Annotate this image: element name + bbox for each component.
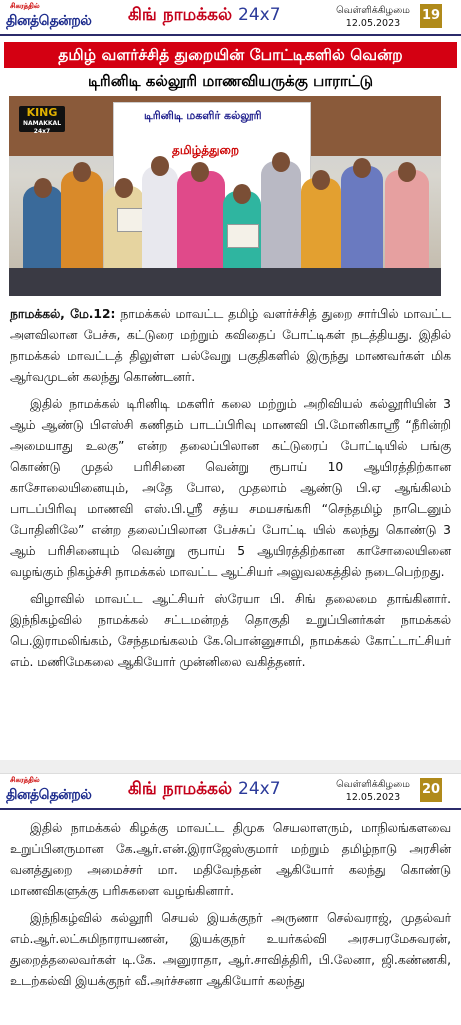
issue-date: 12.05.2023 [345, 792, 401, 803]
page-number-badge: 20 [420, 778, 442, 802]
banner-college-name: டிரினிடி மகளிர் கல்லூரி [144, 109, 262, 122]
certificate [227, 224, 259, 248]
issue-date-block [330, 4, 416, 30]
issue-date: 12.05.2023 [345, 18, 401, 29]
masthead-tagline: சிகரத்தில் [10, 2, 40, 10]
tv-logo-subtext: NAMAKKAL 24x7 [22, 120, 62, 135]
article-paragraph [10, 908, 451, 992]
paragraph-text: நாமக்கல் மாவட்ட தமிழ் வளர்ச்சித் துறை சார்பில் மாவட்ட அளவிலான பேச்சு, கட்டுரை மற்றும் கவிதைப் போட்டிகள் நடத்தியது. இதில் நாமக்கல் மாவட்டத் திலுள்ள பல்வேறு பகுதிகளில் இருந்து மாணவர்கள் மிக ஆர்வமுடன் கலந்து கொண்டனர். [10, 307, 451, 384]
news-photo [9, 96, 441, 296]
article-paragraph [10, 818, 451, 902]
issue-date-block [330, 778, 416, 804]
headline: தமிழ் வளர்ச்சித் துறையின் போட்டிகளில் வென்ற [4, 42, 457, 68]
paragraph-text: இந்நிகழ்வில் கல்லூரி செயல் இயக்குநர் அருணா செல்வராஜ், முதல்வர் எம்.ஆர்.லட்சுமிநாராயணன், இயக்குநர் உயர்கல்வி அரசபரமேசுவரன், துறைத்தலைவர்கள் டி.கே. அனுராதா, ஆர்.சாவித்திரி, பி.லேனா, ஜி.கண்ணகி, உடற்கல்வி இயக்குநர் வீ.அர்ச்சனா ஆகியோர் கலந்து [10, 911, 451, 988]
issue-weekday: வெள்ளிக்கிழமை [336, 779, 410, 790]
edition-title [128, 5, 281, 27]
masthead-tagline: சிகரத்தில் [10, 776, 40, 784]
person-head [151, 156, 169, 176]
person-head [398, 162, 416, 182]
edition-suffix: 24x7 [238, 5, 281, 25]
edition-name: கிங் நாமக்கல் [128, 5, 233, 25]
page-separator [0, 760, 461, 773]
masthead-logo [6, 2, 92, 32]
masthead-name: தினத்தென்றல் [6, 13, 92, 29]
subheadline: டிரினிடி கல்லூரி மாணவியருக்கு பாராட்டு [87, 72, 374, 90]
page-number-badge: 19 [420, 4, 442, 28]
edition-name: கிங் நாமக்கல் [128, 779, 233, 799]
person-head [353, 158, 371, 178]
edition-title [128, 779, 281, 801]
article-body [10, 304, 451, 673]
table-foreground [9, 268, 441, 296]
paragraph-text: விழாவில் மாவட்ட ஆட்சியர் ஸ்ரேயா பி. சிங் தலைமை தாங்கினார். இந்நிகழ்வில் நாமக்கல் சட்டமன்றத் தொகுதி உறுப்பினர்கள் நாமக்கல் பெ.இராமலிங்கம், சேந்தமங்கலம் கே.பொன்னுசாமி, நாமக்கல் கோட்டாட்சியர் எம். மணிமேகலை ஆகியோர் முன்னிலை வகித்தனர். [10, 592, 451, 669]
article-body [10, 818, 451, 992]
page-header [0, 0, 461, 36]
person-head [34, 178, 52, 198]
person-head [191, 162, 209, 182]
person-head [272, 152, 290, 172]
masthead-logo [6, 776, 92, 806]
article-paragraph [10, 304, 451, 388]
edition-suffix: 24x7 [238, 779, 281, 799]
dateline: நாமக்கல், மே.12: [10, 307, 116, 321]
person-head [73, 162, 91, 182]
banner-department: தமிழ்த்துறை [172, 143, 240, 157]
paragraph-text: இதில் நாமக்கல் கிழக்கு மாவட்ட திமுக செயலாளரும், மாநிலங்களவை உறுப்பினருமான கே.ஆர்.என்.இராஜேஸ்குமார் மற்றும் தமிழ்நாடு அரசின் வனத்துறை அமைச்சர் மா. மதிவேந்தன் ஆகியோர் கலந்து கொண்டு மாணவிகளுக்கு பரிசுகளை வழங்கினார். [10, 821, 451, 898]
person-head [312, 170, 330, 190]
article-paragraph [10, 589, 451, 673]
tv-channel-logo [19, 106, 65, 135]
person-head [115, 178, 133, 198]
tv-logo-text: KING [26, 106, 58, 119]
masthead-name: தினத்தென்றல் [6, 787, 92, 803]
person-head [233, 184, 251, 204]
paragraph-text: இதில் நாமக்கல் டிரினிடி மகளிர் கலை மற்றும் அறிவியல் கல்லூரியின் 3 ஆம் ஆண்டு பிஎஸ்சி கணிதம் பாடப்பிரிவு மாணவி பி.மோனிகாஸ்ரீ “நீரின்றி அமையாது உலகு” என்ற தலைப்பிலான கட்டுரைப் போட்டியில் பங்கு கொண்டு முதல் பரிசினை வென்று ரூபாய் 10 ஆயிரத்திற்கான காசோலையினையும், அதே போல, முதலாம் ஆண்டு பி.ஏ ஆங்கிலம் பாடப்பிரிவு மாணவி எஸ்.பி.ஸ்ரீ சத்ய சமயசங்கரி “செந்தமிழ் நாடெனும் போதினிலே” என்ற தலைப்பிலான பேச்சுப் போட்டி யில் கலந்து கொண்டு 3 ஆம் பரிசினையும் வென்று ரூபாய் 5 ஆயிரத்திற்கான காசோலையினை வழங்கும் நிகழ்ச்சி நாமக்கல் மாவட்ட ஆட்சியர் அலுவலகத்தில் நடைபெற்றது. [10, 397, 451, 579]
issue-weekday: வெள்ளிக்கிழமை [336, 5, 410, 16]
article-paragraph [10, 394, 451, 583]
newspaper-page-20 [0, 773, 461, 1025]
page-header [0, 774, 461, 810]
